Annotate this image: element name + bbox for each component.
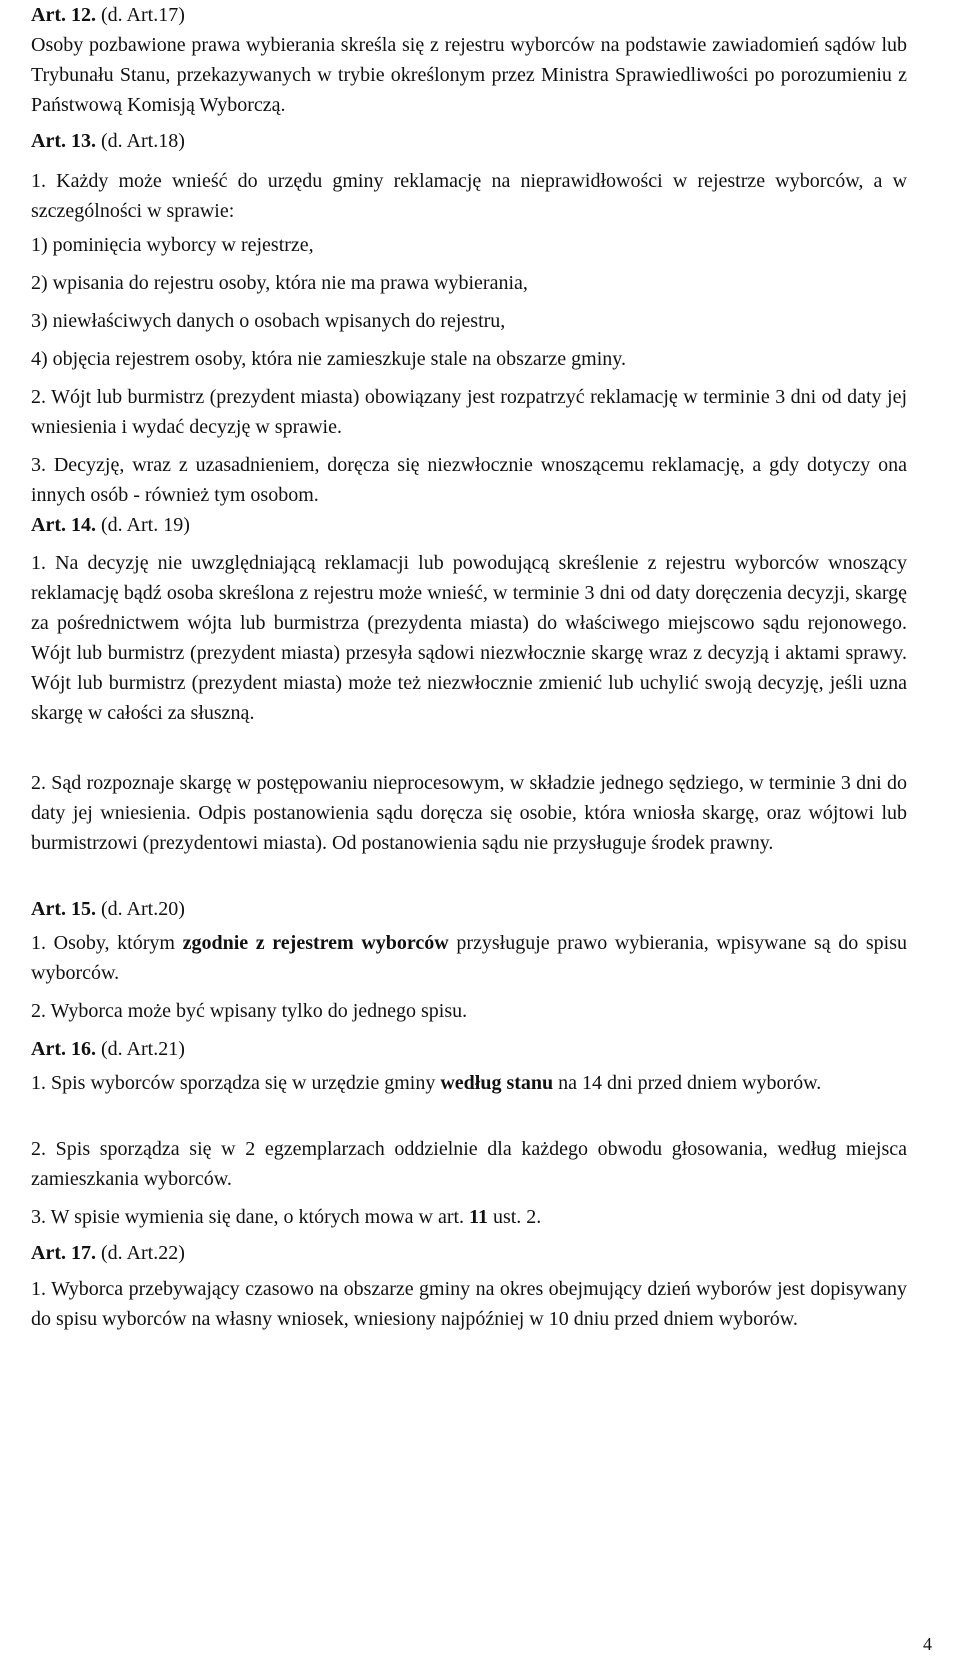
paragraph-1: [31, 1068, 907, 1098]
paragraph-3: [31, 1202, 907, 1232]
paragraph-text: Wyborca może być wpisany tylko do jednego spisu.: [50, 1000, 468, 1022]
article-heading: [31, 0, 907, 30]
paragraph-3: [31, 450, 907, 510]
article-reference: (d. Art.17): [100, 4, 185, 26]
paragraph-text: przysługuje prawo wybierania, wpisywane są do spisu wyborców.: [31, 932, 907, 984]
emphasis-text: 11: [469, 1206, 488, 1228]
paragraph-text: Wójt lub burmistrz (prezydent miasta) obowiązany jest rozpatrzyć reklamację w terminie 3 dni od daty jej wniesienia i wydać decyzję w sprawie.: [31, 386, 908, 438]
paragraph-number: 1.: [31, 552, 46, 574]
article-paragraph: Osoby pozbawione prawa wybierania skreśla się z rejestru wyborców na podstawie zawiadomień sądów lub Trybunału Stanu, przekazywanych w trybie określonym przez Ministra Sprawiedliwości po porozumieniu z Państwową Komisją Wyborczą.: [31, 34, 907, 116]
article-heading: [31, 126, 907, 156]
article-heading: [31, 1034, 907, 1064]
article-heading: [31, 510, 907, 540]
paragraph-1: [31, 928, 907, 988]
paragraph-number: 1.: [31, 170, 46, 192]
list-item: 3) niewłaściwych danych o osobach wpisanych do rejestru,: [31, 310, 506, 332]
paragraph-text: Decyzję, wraz z uzasadnieniem, doręcza się niezwłocznie wnoszącemu reklamację, a gdy dotyczy ona innych osób - również tym osobom.: [31, 454, 907, 506]
paragraph-number: 3.: [31, 1206, 46, 1228]
page-number: 4: [923, 1634, 932, 1654]
paragraph-text: Każdy może wnieść do urzędu gminy reklamację na nieprawidłowości w rejestrze wyborców, a w szczególności w sprawie:: [31, 170, 908, 222]
paragraph-2: [31, 996, 907, 1026]
paragraph-2: [31, 382, 907, 442]
paragraph-2: [31, 768, 907, 858]
article-number: Art. 16.: [31, 1038, 96, 1060]
article-number: Art. 13.: [31, 130, 96, 152]
paragraph-number: 1.: [31, 1278, 46, 1300]
paragraph-text: Sąd rozpoznaje skargę w postępowaniu nieprocesowym, w składzie jednego sędziego, w terminie 3 dni do daty jej wniesienia. Odpis postanowienia sądu doręcza się osobie, która wniosła skargę, oraz wójtowi lub burmistrzowi (prezydentowi miasta). Od postanowienia sądu nie przysługuje środek prawny.: [31, 772, 908, 854]
paragraph-number: 1.: [31, 1072, 46, 1094]
paragraph-2: [31, 1134, 907, 1194]
list-item: 4) objęcia rejestrem osoby, która nie zamieszkuje stale na obszarze gminy.: [31, 348, 626, 370]
article-number: Art. 12.: [31, 4, 96, 26]
paragraph-number: 2.: [31, 386, 46, 408]
article-reference: (d. Art.21): [100, 1038, 185, 1060]
paragraph-1: [31, 166, 907, 226]
paragraph-number: 2.: [31, 1138, 46, 1160]
paragraph-number: 1.: [31, 932, 46, 954]
emphasis-text: według stanu: [440, 1072, 554, 1094]
emphasis-text: zgodnie z rejestrem wyborców: [182, 932, 449, 954]
paragraph-1: [31, 1274, 907, 1334]
article-number: Art. 14.: [31, 514, 96, 536]
article-reference: (d. Art.20): [100, 898, 185, 920]
paragraph-text: ust. 2.: [487, 1206, 542, 1228]
paragraph-text: Spis wyborców sporządza się w urzędzie gminy: [51, 1072, 441, 1094]
paragraph-text: na 14 dni przed dniem wyborów.: [553, 1072, 822, 1094]
list-item: 1) pominięcia wyborcy w rejestrze,: [31, 234, 314, 256]
article-reference: (d. Art.18): [100, 130, 185, 152]
paragraph-number: 2.: [31, 1000, 46, 1022]
paragraph-text: Na decyzję nie uwzględniającą reklamacji lub powodującą skreślenie z rejestru wyborców wnoszący reklamację bądź osoba skreślona z rejestru może wnieść, w terminie 3 dni od daty doręczenia decyzji, skargę za pośrednictwem wójta lub burmistrza (prezydenta miasta) do właściwego miejscowo sądu rejonowego. Wójt lub burmistrz (prezydent miasta) przesyła sądowi niezwłocznie skargę wraz z decyzją i aktami sprawy. Wójt lub burmistrz (prezydent miasta) może też niezwłocznie zmienić lub uchylić swoją decyzję, jeśli uzna skargę w całości za słuszną.: [31, 552, 907, 724]
paragraph-number: 3.: [31, 454, 46, 476]
article-heading: [31, 894, 907, 924]
paragraph-1: [31, 548, 907, 728]
paragraph-text: Wyborca przebywający czasowo na obszarze gminy na okres obejmujący dzień wyborów jest dopisywany do spisu wyborców na własny wniosek, wniesiony najpóźniej w 10 dniu przed dniem wyborów.: [31, 1278, 907, 1330]
article-number: Art. 15.: [31, 898, 96, 920]
article-reference: (d. Art.22): [100, 1242, 185, 1264]
list-item: 2) wpisania do rejestru osoby, która nie ma prawa wybierania,: [31, 272, 528, 294]
article-number: Art. 17.: [31, 1242, 96, 1264]
paragraph-text: Osoby, którym: [53, 932, 183, 954]
article-heading: [31, 1238, 907, 1268]
paragraph-number: 2.: [31, 772, 46, 794]
paragraph-text: Spis sporządza się w 2 egzemplarzach oddzielnie dla każdego obwodu głosowania, według miejsca zamieszkania wyborców.: [31, 1138, 908, 1190]
paragraph-text: W spisie wymienia się dane, o których mowa w art.: [50, 1206, 470, 1228]
article-reference: (d. Art. 19): [100, 514, 190, 536]
